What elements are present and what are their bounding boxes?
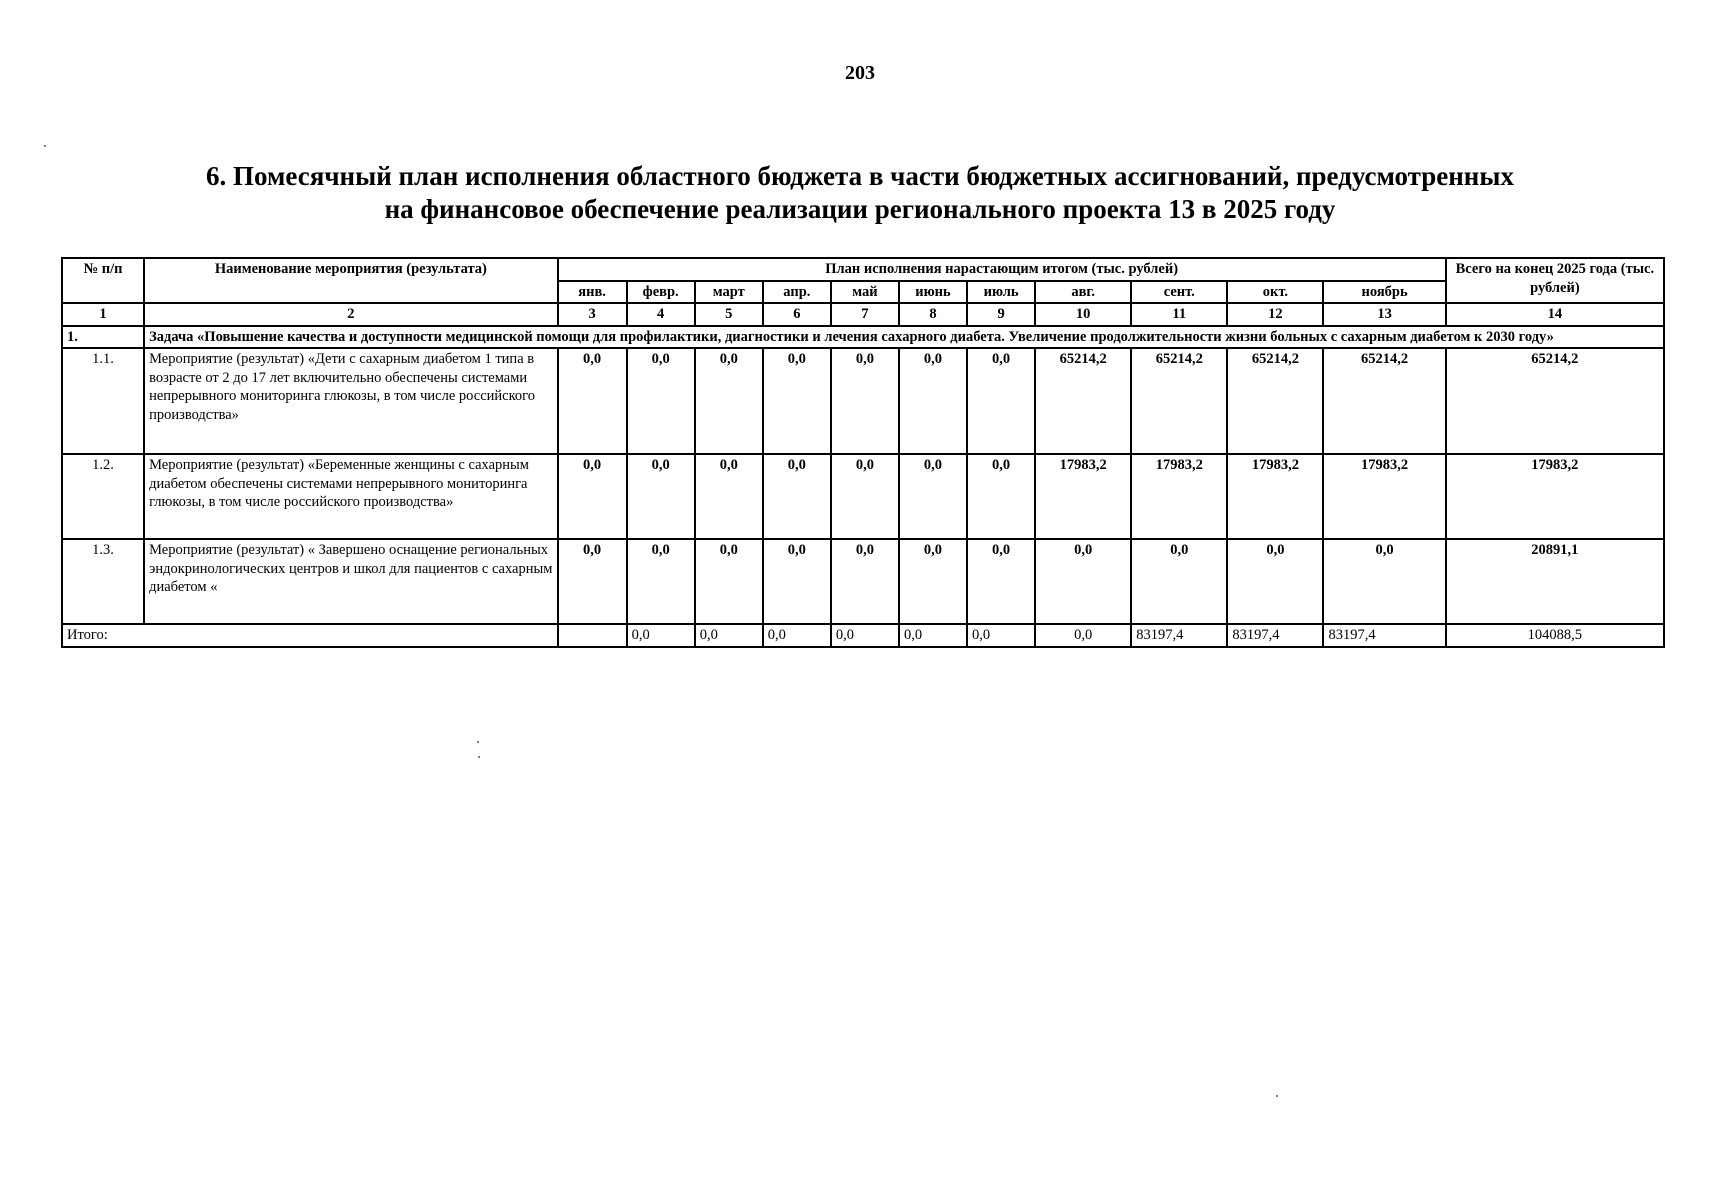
row-total: 20891,1: [1446, 539, 1664, 624]
row-value: 0,0: [1035, 539, 1131, 624]
scan-speck: [477, 741, 479, 743]
header-num: № п/п: [62, 258, 144, 303]
totals-label: Итого:: [62, 624, 558, 647]
row-num: 1.1.: [62, 348, 144, 454]
row-value: 0,0: [763, 539, 831, 624]
header-month: март: [695, 281, 763, 304]
header-name: Наименование мероприятия (результата): [144, 258, 557, 303]
totals-row: [62, 624, 1664, 647]
row-num: 1.3.: [62, 539, 144, 624]
scan-speck: [44, 145, 46, 147]
header-month: окт.: [1227, 281, 1323, 304]
totals-value: 83197,4: [1227, 624, 1323, 647]
header-total: Всего на конец 2025 года (тыс. рублей): [1446, 258, 1664, 303]
totals-value: 0,0: [831, 624, 899, 647]
header-row-1: [62, 258, 1664, 281]
row-value: 17983,2: [1227, 454, 1323, 539]
column-number: 2: [144, 303, 557, 326]
table-row: [62, 454, 1664, 539]
column-number-row: [62, 303, 1664, 326]
row-value: 65214,2: [1131, 348, 1227, 454]
row-value: 0,0: [1227, 539, 1323, 624]
totals-grand-total: 104088,5: [1446, 624, 1664, 647]
column-number: 8: [899, 303, 967, 326]
column-number: 3: [558, 303, 627, 326]
header-month: июнь: [899, 281, 967, 304]
row-value: 65214,2: [1035, 348, 1131, 454]
totals-value: 0,0: [1035, 624, 1131, 647]
page-number: 203: [845, 62, 875, 84]
row-value: 17983,2: [1035, 454, 1131, 539]
header-month: сент.: [1131, 281, 1227, 304]
row-value: 0,0: [831, 454, 899, 539]
totals-value: 0,0: [695, 624, 763, 647]
column-number: 11: [1131, 303, 1227, 326]
row-value: 65214,2: [1323, 348, 1445, 454]
budget-plan-table: [61, 257, 1665, 648]
row-value: 0,0: [763, 454, 831, 539]
row-total: 65214,2: [1446, 348, 1664, 454]
column-number: 1: [62, 303, 144, 326]
header-month: авг.: [1035, 281, 1131, 304]
title-line-2: на финансовое обеспечение реализации регионального проекта 13 в 2025 году: [384, 194, 1336, 224]
row-value: 0,0: [558, 539, 627, 624]
row-value: 0,0: [967, 454, 1035, 539]
page-title: [60, 160, 1660, 226]
row-value: 0,0: [695, 348, 763, 454]
header-plan: План исполнения нарастающим итогом (тыс. рублей): [558, 258, 1446, 281]
row-value: 0,0: [967, 539, 1035, 624]
task-text: Задача «Повышение качества и доступности медицинской помощи для профилактики, диагностики и лечения сахарного диабета. Увеличение продолжительности жизни больных с сахарным диабетом к 2030 году»: [144, 326, 1664, 349]
totals-value: 0,0: [627, 624, 695, 647]
row-value: 0,0: [1131, 539, 1227, 624]
title-line-1: 6. Помесячный план исполнения областного бюджета в части бюджетных ассигнований, предусмотренных: [206, 161, 1514, 191]
table-row: [62, 348, 1664, 454]
row-value: 0,0: [1323, 539, 1445, 624]
header-month: апр.: [763, 281, 831, 304]
row-name: Мероприятие (результат) « Завершено оснащение региональных эндокринологических центров и школ для пациентов с сахарным диабетом «: [144, 539, 557, 624]
header-month: февр.: [627, 281, 695, 304]
column-number: 14: [1446, 303, 1664, 326]
totals-value: 0,0: [763, 624, 831, 647]
header-month: ноябрь: [1323, 281, 1445, 304]
row-value: 0,0: [967, 348, 1035, 454]
row-value: 0,0: [831, 539, 899, 624]
column-number: 9: [967, 303, 1035, 326]
row-value: 0,0: [831, 348, 899, 454]
totals-value: 83197,4: [1323, 624, 1445, 647]
row-value: 0,0: [558, 454, 627, 539]
row-num: 1.2.: [62, 454, 144, 539]
row-value: 0,0: [695, 454, 763, 539]
row-value: 0,0: [627, 348, 695, 454]
row-value: 17983,2: [1323, 454, 1445, 539]
row-value: 0,0: [627, 454, 695, 539]
totals-value: 0,0: [899, 624, 967, 647]
row-name: Мероприятие (результат) «Беременные женщины с сахарным диабетом обеспечены системами непрерывного мониторинга глюкозы, в том числе российского производства»: [144, 454, 557, 539]
column-number: 6: [763, 303, 831, 326]
row-value: 17983,2: [1131, 454, 1227, 539]
header-month: май: [831, 281, 899, 304]
column-number: 10: [1035, 303, 1131, 326]
task-num: 1.: [62, 326, 144, 349]
row-name: Мероприятие (результат) «Дети с сахарным диабетом 1 типа в возрасте от 2 до 17 лет включительно обеспечены системами непрерывного мониторинга глюкозы, в том числе российского производства»: [144, 348, 557, 454]
scan-speck: [478, 756, 480, 758]
header-month: янв.: [558, 281, 627, 304]
row-value: 0,0: [627, 539, 695, 624]
row-value: 0,0: [695, 539, 763, 624]
totals-value: 83197,4: [1131, 624, 1227, 647]
header-month: июль: [967, 281, 1035, 304]
row-total: 17983,2: [1446, 454, 1664, 539]
totals-value: 0,0: [967, 624, 1035, 647]
column-number: 13: [1323, 303, 1445, 326]
totals-value: [558, 624, 627, 647]
row-value: 0,0: [899, 348, 967, 454]
row-value: 65214,2: [1227, 348, 1323, 454]
scan-speck: [1276, 1095, 1278, 1097]
column-number: 4: [627, 303, 695, 326]
task-row: [62, 326, 1664, 349]
table-row: [62, 539, 1664, 624]
column-number: 7: [831, 303, 899, 326]
row-value: 0,0: [558, 348, 627, 454]
row-value: 0,0: [899, 454, 967, 539]
column-number: 12: [1227, 303, 1323, 326]
column-number: 5: [695, 303, 763, 326]
row-value: 0,0: [899, 539, 967, 624]
row-value: 0,0: [763, 348, 831, 454]
